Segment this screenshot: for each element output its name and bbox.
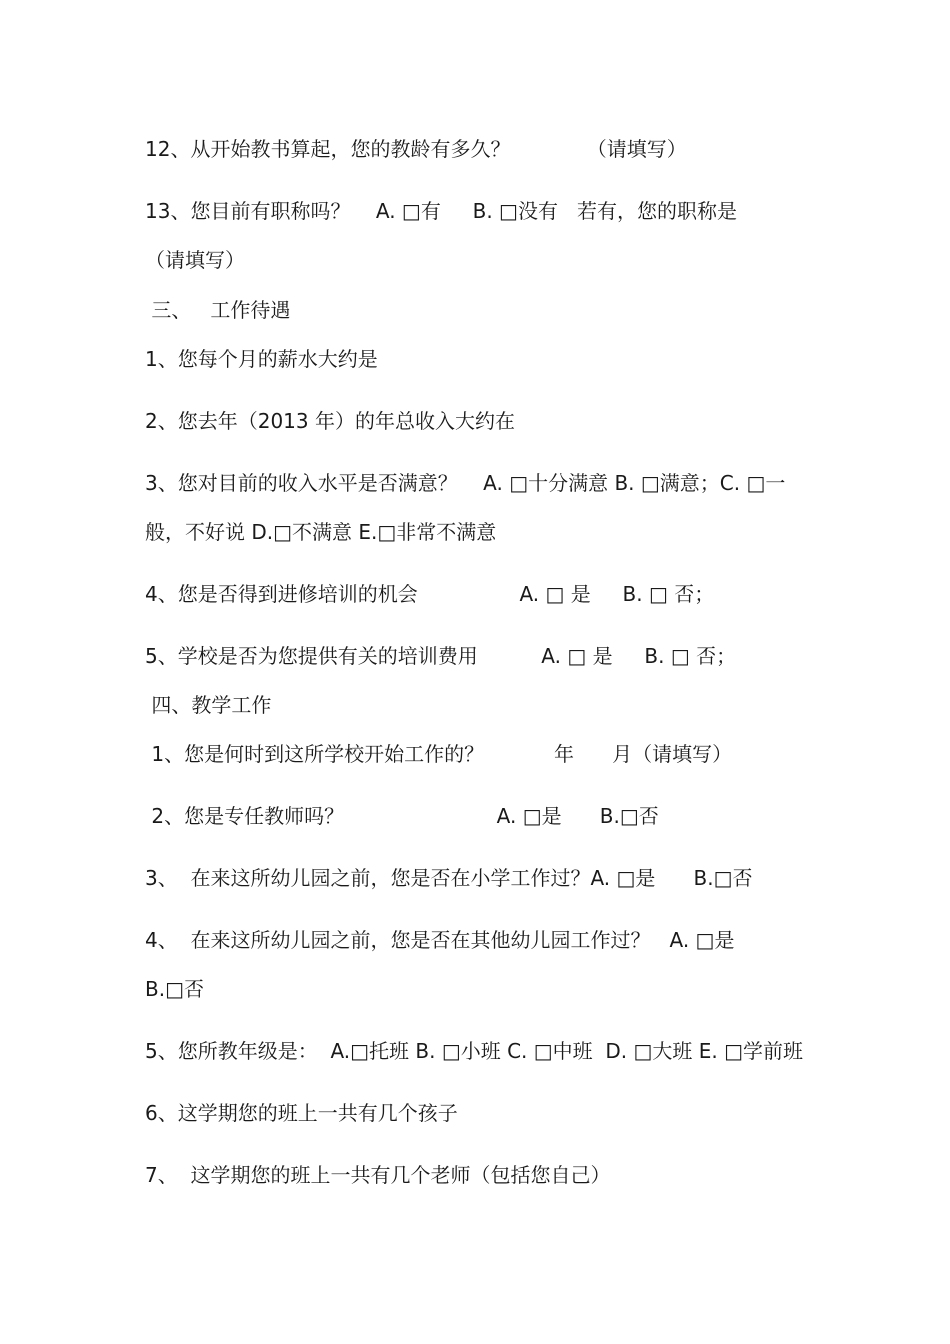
question-13-continued: （请填写） <box>145 248 245 272</box>
question-pay-1: 1、您每个月的薪水大约是 <box>145 347 378 371</box>
question-teaching-5: 5、您所教年级是： A.□托班 B. □小班 C. □中班 D. □大班 E. □学前班 <box>145 1039 803 1063</box>
question-pay-4: 4、您是否得到进修培训的机会 A. □ 是 B. □ 否； <box>145 582 715 606</box>
section-heading-teaching-work: 四、教学工作 <box>145 693 272 717</box>
question-teaching-3: 3、 在来这所幼儿园之前，您是否在小学工作过？A. □是 B.□否 <box>145 866 753 890</box>
question-teaching-2: 2、您是专任教师吗？ A. □是 B.□否 <box>145 804 659 828</box>
question-teaching-1: 1、您是何时到这所学校开始工作的？ 年 月（请填写） <box>145 742 733 766</box>
question-teaching-7: 7、 这学期您的班上一共有几个老师（包括您自己） <box>145 1163 611 1187</box>
question-13: 13、您目前有职称吗？ A. □有 B. □没有 若有，您的职称是 <box>145 199 738 223</box>
question-pay-3: 3、您对目前的收入水平是否满意？ A. □十分满意 B. □满意；C. □一 <box>145 471 786 495</box>
question-teaching-6: 6、这学期您的班上一共有几个孩子 <box>145 1101 458 1125</box>
question-teaching-4: 4、 在来这所幼儿园之前，您是否在其他幼儿园工作过？ A. □是 <box>145 928 735 952</box>
question-12: 12、从开始教书算起，您的教龄有多久？ （请填写） <box>145 137 687 161</box>
question-teaching-4-continued: B.□否 <box>145 977 204 1001</box>
question-pay-2: 2、您去年（2013 年）的年总收入大约在 <box>145 409 515 433</box>
question-pay-5: 5、学校是否为您提供有关的培训费用 A. □ 是 B. □ 否； <box>145 644 737 668</box>
question-pay-3-continued: 般，不好说 D.□不满意 E.□非常不满意 <box>145 520 497 544</box>
section-heading-work-pay: 三、 工作待遇 <box>145 298 291 322</box>
